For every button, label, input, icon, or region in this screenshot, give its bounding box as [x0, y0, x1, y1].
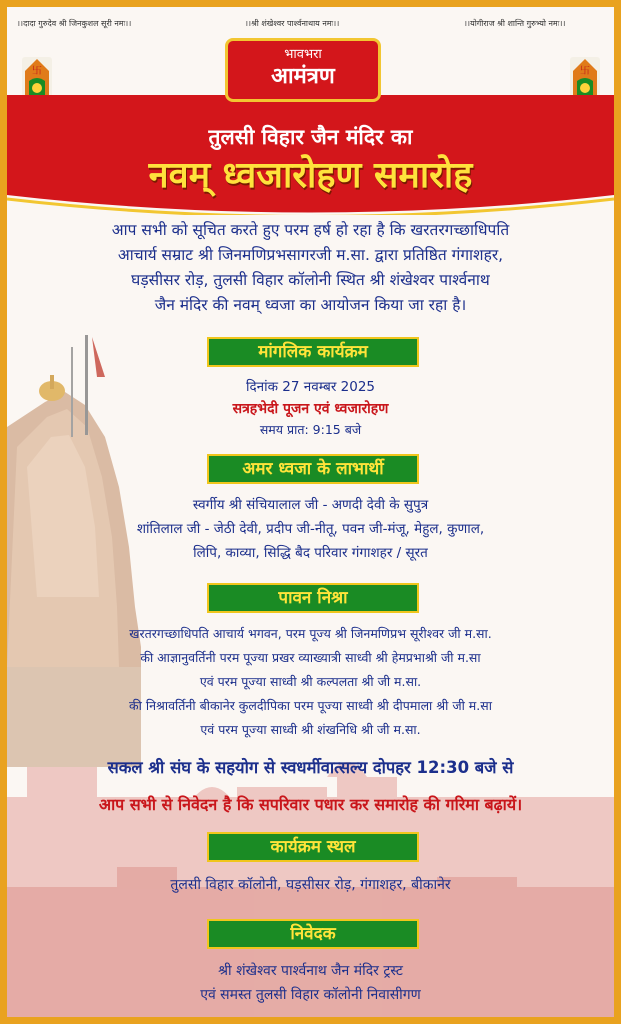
- requester-heading: निवेदक: [207, 919, 419, 949]
- title-line-2: नवम् ध्वजारोहण समारोह: [148, 155, 473, 196]
- presence-heading: पावन निश्रा: [207, 583, 419, 613]
- invitation-badge: [225, 38, 381, 102]
- beneficiary-line: लिपि, काव्या, सिद्धि बैद परिवार गंगाशहर / सूरत: [193, 545, 428, 561]
- presence-line: की आज्ञानुवर्तिनी परम पूज्या प्रखर व्याख्यात्री साध्वी श्री हेमप्रभाश्री जी म.सा: [140, 650, 481, 665]
- presence-line: खरतरगच्छाधिपति आचार्य भगवन, परम पूज्य श्री जिनमणिप्रभ सूरीश्वर जी म.सा.: [129, 626, 492, 641]
- presence-line: एवं परम पूज्या साध्वी श्री कल्पलता श्री जी म.सा.: [199, 674, 422, 689]
- intro-line: जैन मंदिर की नवम् ध्वजा का आयोजन किया जा रहा है।: [154, 296, 467, 314]
- venue-heading: कार्यक्रम स्थल: [207, 832, 419, 862]
- beneficiary-line: स्वर्गीय श्री संचियालाल जी - अणदी देवी के सुपुत्र: [192, 497, 429, 513]
- request-notice: आप सभी से निवेदन है कि सपरिवार पधार कर समारोह की गरिमा बढ़ायें।: [98, 795, 523, 814]
- badge-line-1: भावभरा: [284, 47, 322, 62]
- program-date: दिनांक 27 नवम्बर 2025: [245, 379, 376, 395]
- beneficiary-line: शांतिलाल जी - जेठी देवी, प्रदीप जी-नीतू, पवन जी-मंजू, मेहुल, कुणाल,: [136, 521, 485, 537]
- mantra-right: ।।योगीराज श्री शान्ति गुरुभ्यो नमः।।: [464, 19, 566, 28]
- mantra-left: ।।दादा गुरुदेव श्री जिनकुशल सूरी नमः।।: [17, 19, 132, 28]
- intro-line: आचार्य सम्राट श्री जिनमणिप्रभसागरजी म.सा. द्वारा प्रतिष्ठित गंगाशहर,: [117, 246, 504, 264]
- title-line-1: तुलसी विहार जैन मंदिर का: [208, 125, 413, 149]
- presence-line: एवं परम पूज्या साध्वी श्री शंखनिधि श्री जी म.सा.: [200, 722, 421, 737]
- beneficiaries-heading: अमर ध्वजा के लाभार्थी: [207, 454, 419, 484]
- badge-line-2: आमंत्रण: [271, 64, 335, 89]
- presence-line: की निश्रावर्तिनी बीकानेर कुलदीपिका परम पूज्या साध्वी श्री दीपमाला श्री जी म.सा: [129, 698, 492, 713]
- program-event: सत्रहभेदी पूजन एवं ध्वजारोहण: [232, 401, 389, 417]
- program-time: समय प्रात: 9:15 बजे: [259, 422, 362, 437]
- svg-text:卐: 卐: [32, 66, 42, 77]
- feast-notice: सकल श्री संघ के सहयोग से स्वधर्मीवात्सल्य दोपहर 12:30 बजे से: [107, 758, 514, 777]
- intro-line: घड़सीसर रोड़, तुलसी विहार कॉलोनी स्थित श्री शंखेश्वर पार्श्वनाथ: [131, 271, 490, 289]
- invitation-card: [7, 7, 614, 1017]
- requester-line: एवं समस्त तुलसी विहार कॉलोनी निवासीगण: [200, 987, 421, 1003]
- requester-line: श्री शंखेश्वर पार्श्वनाथ जैन मंदिर ट्रस्ट: [218, 963, 403, 979]
- svg-text:卐: 卐: [580, 66, 590, 77]
- program-heading: मांगलिक कार्यक्रम: [207, 337, 419, 367]
- intro-line: आप सभी को सूचित करते हुए परम हर्ष हो रहा है कि खरतरगच्छाधिपति: [111, 221, 510, 239]
- intro-paragraph: [21, 218, 600, 318]
- venue-address: तुलसी विहार कॉलोनी, घड़सीसर रोड़, गंगाशहर, बीकानेर: [170, 877, 451, 893]
- mantra-center: ।।श्री शंखेश्वर पार्श्वनाथाय नमः।।: [245, 19, 340, 28]
